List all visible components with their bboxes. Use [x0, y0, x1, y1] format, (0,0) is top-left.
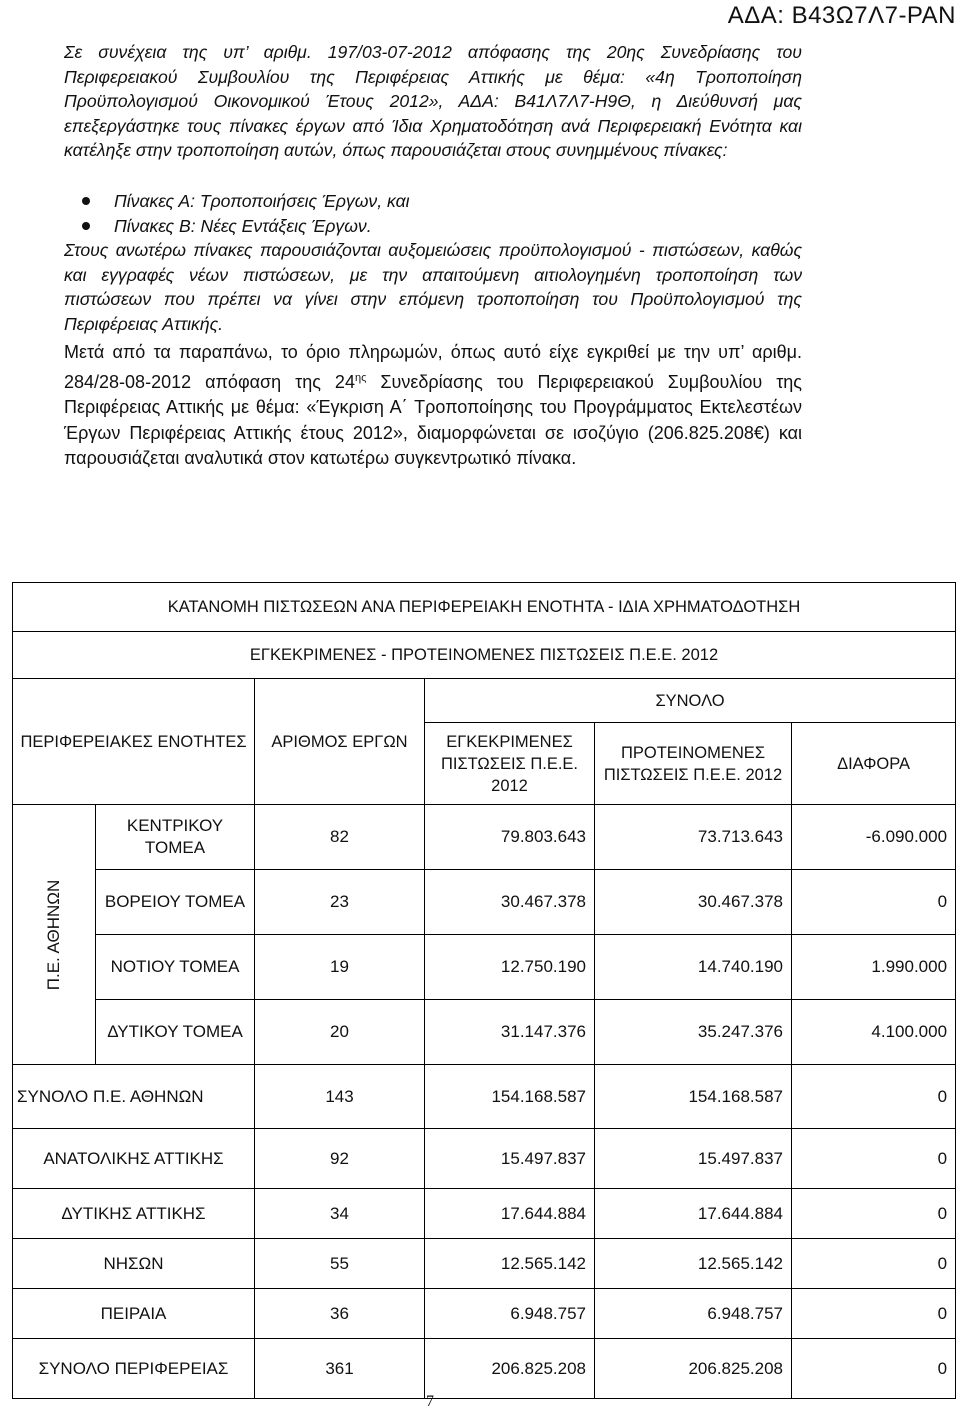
row-proposed: 154.168.587 — [595, 1065, 792, 1129]
athens-group-cell — [13, 805, 96, 1065]
ada-code: ΑΔΑ: Β43Ω7Λ7-ΡΑΝ — [727, 2, 956, 29]
row-proposed: 15.497.837 — [595, 1129, 792, 1189]
header-diff: ΔΙΑΦΟΡΑ — [792, 723, 956, 805]
page-number: 7 — [426, 1393, 434, 1410]
row-count: 143 — [255, 1065, 425, 1129]
table-row — [13, 870, 956, 935]
sector-count: 19 — [255, 935, 425, 1000]
sector-count: 20 — [255, 1000, 425, 1065]
row-diff: 0 — [792, 1289, 956, 1339]
header-total: ΣΥΝΟΛΟ — [425, 679, 956, 723]
sector-diff: -6.090.000 — [792, 805, 956, 870]
paragraph-2: Στους ανωτέρω πίνακες παρουσιάζονται αυξομειώσεις προϋπολογισμού - πιστώσεων, καθώς και εγγραφές νέων πιστώσεων, με την απαιτούμενη αιτιολογημένη τροποποίηση των πιστώσεων που πρέπει να γίνει στην επόμενη τροποποίηση του Προϋπολογισμού της Περιφέρειας Αττικής. — [64, 240, 802, 334]
row-count: 92 — [255, 1129, 425, 1189]
row-name: ΣΥΝΟΛΟ ΠΕΡΙΦΕΡΕΙΑΣ — [13, 1339, 255, 1399]
bullet-item: Πίνακες Β: Νέες Εντάξεις Έργων. — [64, 214, 802, 239]
sector-diff: 0 — [792, 870, 956, 935]
sector-diff: 1.990.000 — [792, 935, 956, 1000]
sector-count: 82 — [255, 805, 425, 870]
sector-name: ΔΥΤΙΚΟΥ ΤΟΜΕΑ — [96, 1000, 255, 1065]
row-proposed: 12.565.142 — [595, 1239, 792, 1289]
table-row — [13, 1189, 956, 1239]
table-row — [13, 1129, 956, 1189]
sector-approved: 79.803.643 — [425, 805, 595, 870]
row-name: ΝΗΣΩΝ — [13, 1239, 255, 1289]
row-count: 55 — [255, 1239, 425, 1289]
row-name: ΑΝΑΤΟΛΙΚΗΣ ΑΤΤΙΚΗΣ — [13, 1129, 255, 1189]
row-count: 361 — [255, 1339, 425, 1399]
allocation-table — [12, 582, 956, 1399]
row-proposed: 6.948.757 — [595, 1289, 792, 1339]
row-diff: 0 — [792, 1129, 956, 1189]
table-row — [13, 1339, 956, 1399]
table-subtitle: ΕΓΚΕΚΡΙΜΕΝΕΣ - ΠΡΟΤΕΙΝΟΜΕΝΕΣ ΠΙΣΤΩΣΕΙΣ Π.Ε.Ε. 2012 — [13, 632, 956, 679]
row-approved: 15.497.837 — [425, 1129, 595, 1189]
sector-proposed: 35.247.376 — [595, 1000, 792, 1065]
sector-count: 23 — [255, 870, 425, 935]
row-approved: 206.825.208 — [425, 1339, 595, 1399]
bullet-item: Πίνακες Α: Τροποποιήσεις Έργων, και — [64, 189, 802, 214]
sector-proposed: 14.740.190 — [595, 935, 792, 1000]
row-approved: 17.644.884 — [425, 1189, 595, 1239]
table-row — [13, 1000, 956, 1065]
bullet-list — [64, 189, 802, 238]
paragraph-3 — [64, 340, 802, 472]
table-title: ΚΑΤΑΝΟΜΗ ΠΙΣΤΩΣΕΩΝ ΑΝΑ ΠΕΡΙΦΕΡΕΙΑΚΗ ΕΝΟΤΗΤΑ - ΙΔΙΑ ΧΡΗΜΑΤΟΔΟΤΗΣΗ — [13, 583, 956, 632]
sector-name: ΚΕΝΤΡΙΚΟΥ ΤΟΜΕΑ — [96, 805, 255, 870]
paragraph-3-part-b: Συνεδρίασης του Περιφερειακού Συμβουλίου της Περιφέρειας Αττικής με θέμα: «Έγκριση Α΄ Τροποποίησης του Προγράμματος Εκτελεστέων Έργων Περιφέρειας Αττικής έτους 2012», διαμορφώνεται σε ισοζύγιο (206.825.208€) και παρουσιάζεται αναλυτικά στον κατωτέρω συγκεντρωτικό πίνακα. — [64, 371, 802, 468]
row-approved: 154.168.587 — [425, 1065, 595, 1129]
sector-name: ΝΟΤΙΟΥ ΤΟΜΕΑ — [96, 935, 255, 1000]
table-row — [13, 935, 956, 1000]
table-row — [13, 805, 956, 870]
header-proposed: ΠΡΟΤΕΙΝΟΜΕΝΕΣ ΠΙΣΤΩΣΕΙΣ Π.Ε.Ε. 2012 — [595, 723, 792, 805]
paragraph-3-part-a: Μετά από τα παραπάνω, το όριο πληρωμών, όπως αυτό είχε εγκριθεί με την υπ’ αριθμ. 284/28-08-2012 απόφαση της 24 — [64, 342, 802, 392]
row-diff: 0 — [792, 1339, 956, 1399]
row-count: 34 — [255, 1189, 425, 1239]
sector-name: ΒΟΡΕΙΟΥ ΤΟΜΕΑ — [96, 870, 255, 935]
sector-diff: 4.100.000 — [792, 1000, 956, 1065]
table-row — [13, 1065, 956, 1129]
table-row — [13, 1289, 956, 1339]
header-count: ΑΡΙΘΜΟΣ ΕΡΓΩΝ — [255, 679, 425, 805]
row-proposed: 17.644.884 — [595, 1189, 792, 1239]
sector-approved: 31.147.376 — [425, 1000, 595, 1065]
sector-proposed: 73.713.643 — [595, 805, 792, 870]
row-diff: 0 — [792, 1189, 956, 1239]
paragraph-3-superscript: ης — [354, 371, 367, 384]
row-approved: 6.948.757 — [425, 1289, 595, 1339]
table-row — [13, 1239, 956, 1289]
header-approved: ΕΓΚΕΚΡΙΜΕΝΕΣ ΠΙΣΤΩΣΕΙΣ Π.Ε.Ε. 2012 — [425, 723, 595, 805]
athens-label: Π.Ε. ΑΘΗΝΩΝ — [44, 879, 63, 990]
row-name: ΠΕΙΡΑΙΑ — [13, 1289, 255, 1339]
sector-approved: 12.750.190 — [425, 935, 595, 1000]
row-name: ΣΥΝΟΛΟ Π.Ε. ΑΘΗΝΩΝ — [13, 1065, 255, 1129]
header-units: ΠΕΡΙΦΕΡΕΙΑΚΕΣ ΕΝΟΤΗΤΕΣ — [13, 679, 255, 805]
sector-approved: 30.467.378 — [425, 870, 595, 935]
row-proposed: 206.825.208 — [595, 1339, 792, 1399]
row-name: ΔΥΤΙΚΗΣ ΑΤΤΙΚΗΣ — [13, 1189, 255, 1239]
sector-proposed: 30.467.378 — [595, 870, 792, 935]
row-diff: 0 — [792, 1065, 956, 1129]
row-count: 36 — [255, 1289, 425, 1339]
row-diff: 0 — [792, 1239, 956, 1289]
row-approved: 12.565.142 — [425, 1239, 595, 1289]
intro-paragraph: Σε συνέχεια της υπ’ αριθμ. 197/03-07-2012 απόφασης της 20ης Συνεδρίασης του Περιφερειακού Συμβουλίου της Περιφέρειας Αττικής με θέμα: «4η Τροποποίηση Προϋπολογισμού Οικονομικού Έτους 2012», ΑΔΑ: Β41Λ7Λ7-Η9Θ, η Διεύθυνσή μας επεξεργάστηκε τους πίνακες έργων από Ίδια Χρηματοδότηση ανά Περιφερειακή Ενότητα και κατέληξε στην τροποποίηση αυτών, όπως παρουσιάζεται στους συνημμένους πίνακες: — [64, 42, 802, 160]
